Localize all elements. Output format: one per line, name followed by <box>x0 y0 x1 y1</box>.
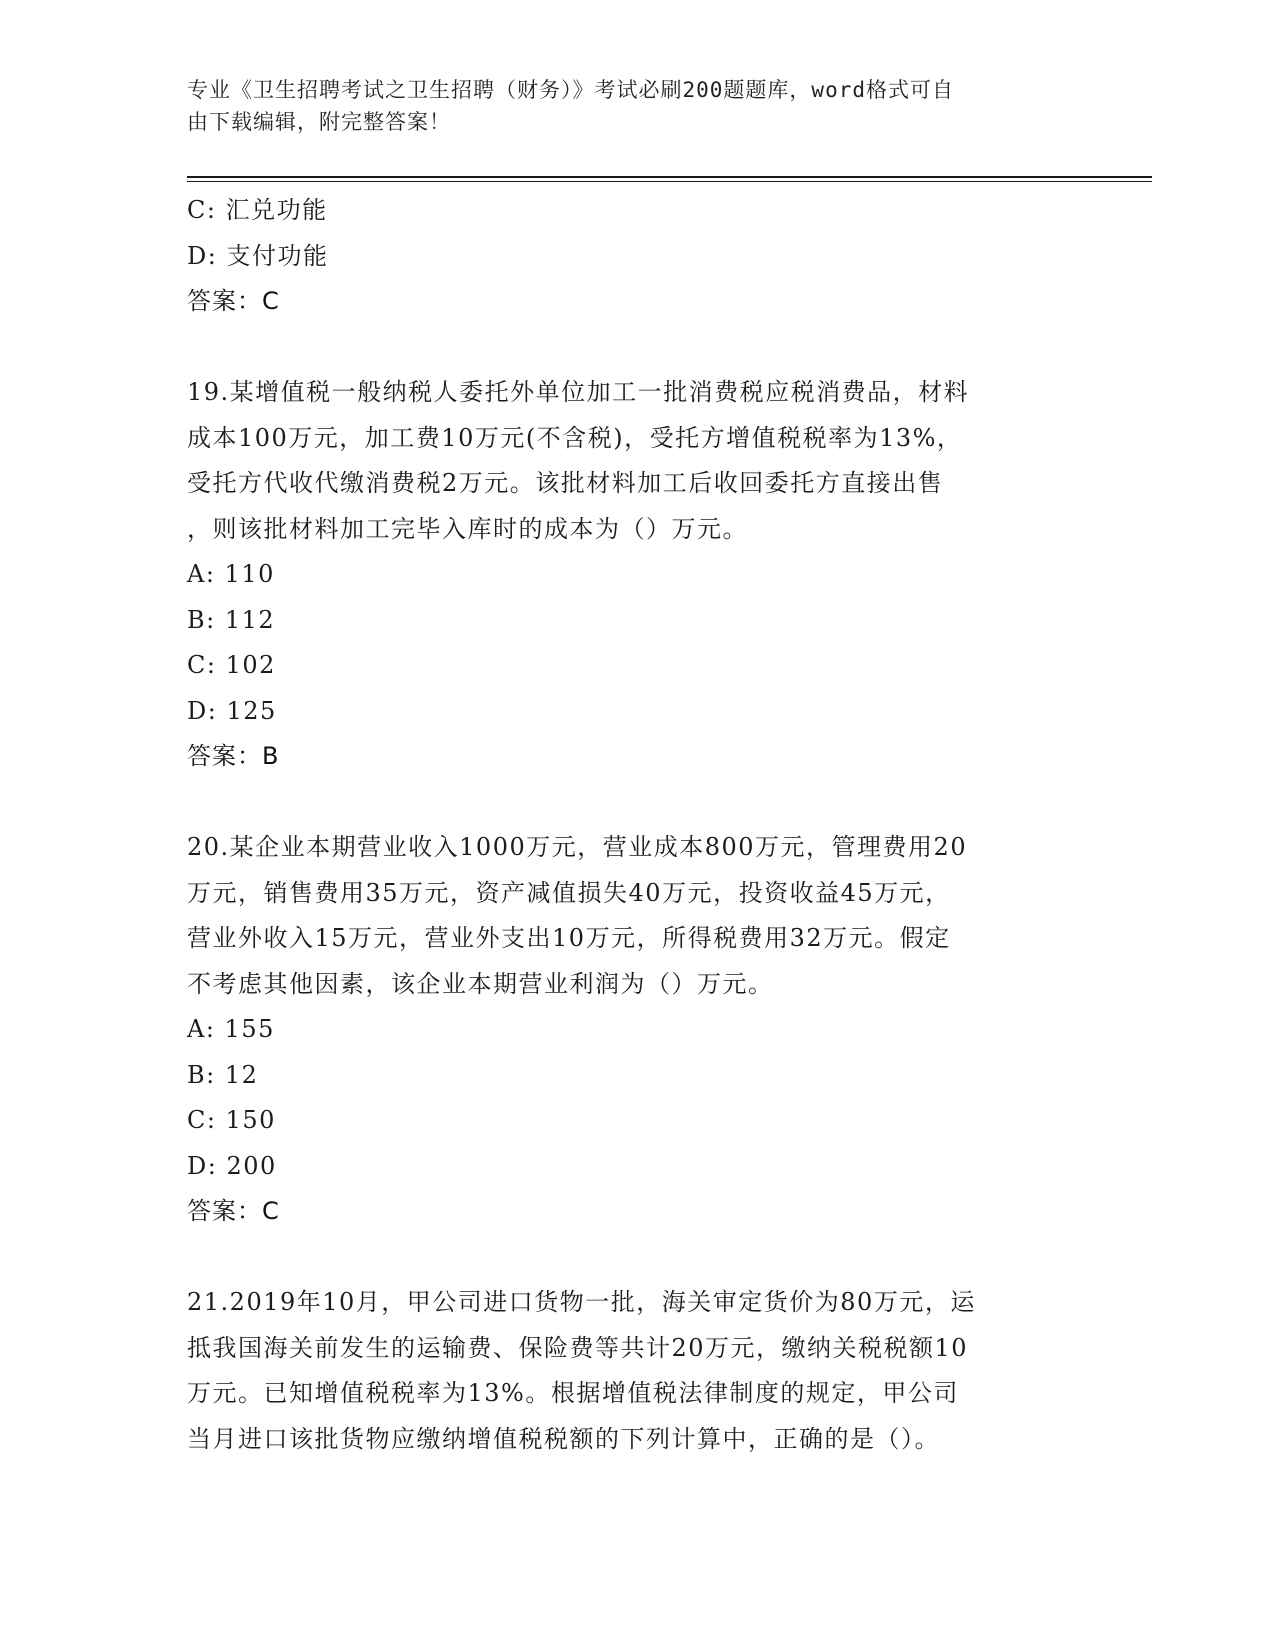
option-b: B: 112 <box>187 605 276 634</box>
stem-line: 营业外收入15万元，营业外支出10万元，所得税费用32万元。假定 <box>187 924 951 952</box>
option-c: C: 汇兑功能 <box>187 196 328 224</box>
option-c: C: 150 <box>187 1106 276 1134</box>
stem-line: 受托方代收代缴消费税2万元。该批材料加工后收回委托方直接出售 <box>187 469 944 497</box>
option-c: C: 102 <box>187 651 276 679</box>
document-header <box>187 74 1087 138</box>
question-stem <box>187 1280 1087 1462</box>
stem-line: ，则该批材料加工完毕入库时的成本为（）万元。 <box>187 514 748 543</box>
stem-line: 万元。已知增值税税率为13%。根据增值税法律制度的规定，甲公司 <box>187 1379 959 1407</box>
question-content <box>187 188 1087 1462</box>
option-d: D: 200 <box>187 1151 277 1180</box>
question-20 <box>187 825 1087 1235</box>
stem-line: 21.2019年10月，甲公司进口货物一批，海关审定货价为80万元，运 <box>187 1288 976 1316</box>
stem-line: 19.某增值税一般纳税人委托外单位加工一批消费税应税消费品，材料 <box>187 378 970 406</box>
option-d: D: 125 <box>187 696 277 725</box>
option-b: B: 12 <box>187 1060 259 1089</box>
question-21 <box>187 1280 1087 1462</box>
question-stem <box>187 825 1087 1007</box>
header-line-1: 专业《卫生招聘考试之卫生招聘（财务）》考试必刷200题题库，word格式可自 <box>187 78 954 102</box>
option-a: A: 155 <box>187 1015 275 1043</box>
stem-line: 万元，销售费用35万元，资产减值损失40万元，投资收益45万元， <box>187 878 951 907</box>
answer-label: 答案：B <box>187 742 280 770</box>
answer-label: 答案：C <box>187 1197 280 1225</box>
question-stem <box>187 370 1087 552</box>
answer-label: 答案：C <box>187 287 280 315</box>
header-divider-thin <box>187 181 1152 182</box>
question-19 <box>187 370 1087 780</box>
header-line-2: 由下载编辑，附完整答案！ <box>187 110 451 134</box>
stem-line: 抵我国海关前发生的运输费、保险费等共计20万元，缴纳关税税额10 <box>187 1333 969 1362</box>
stem-line: 当月进口该批货物应缴纳增值税税额的下列计算中，正确的是（）。 <box>187 1424 940 1453</box>
stem-line: 成本100万元，加工费10万元(不含税)，受托方增值税税率为13%， <box>187 423 963 452</box>
option-a: A: 110 <box>187 560 275 588</box>
question-18-tail <box>187 188 1087 325</box>
header-divider <box>187 176 1152 178</box>
option-d: D: 支付功能 <box>187 241 329 270</box>
stem-line: 不考虑其他因素，该企业本期营业利润为（）万元。 <box>187 969 774 998</box>
stem-line: 20.某企业本期营业收入1000万元，营业成本800万元，管理费用20 <box>187 833 968 861</box>
